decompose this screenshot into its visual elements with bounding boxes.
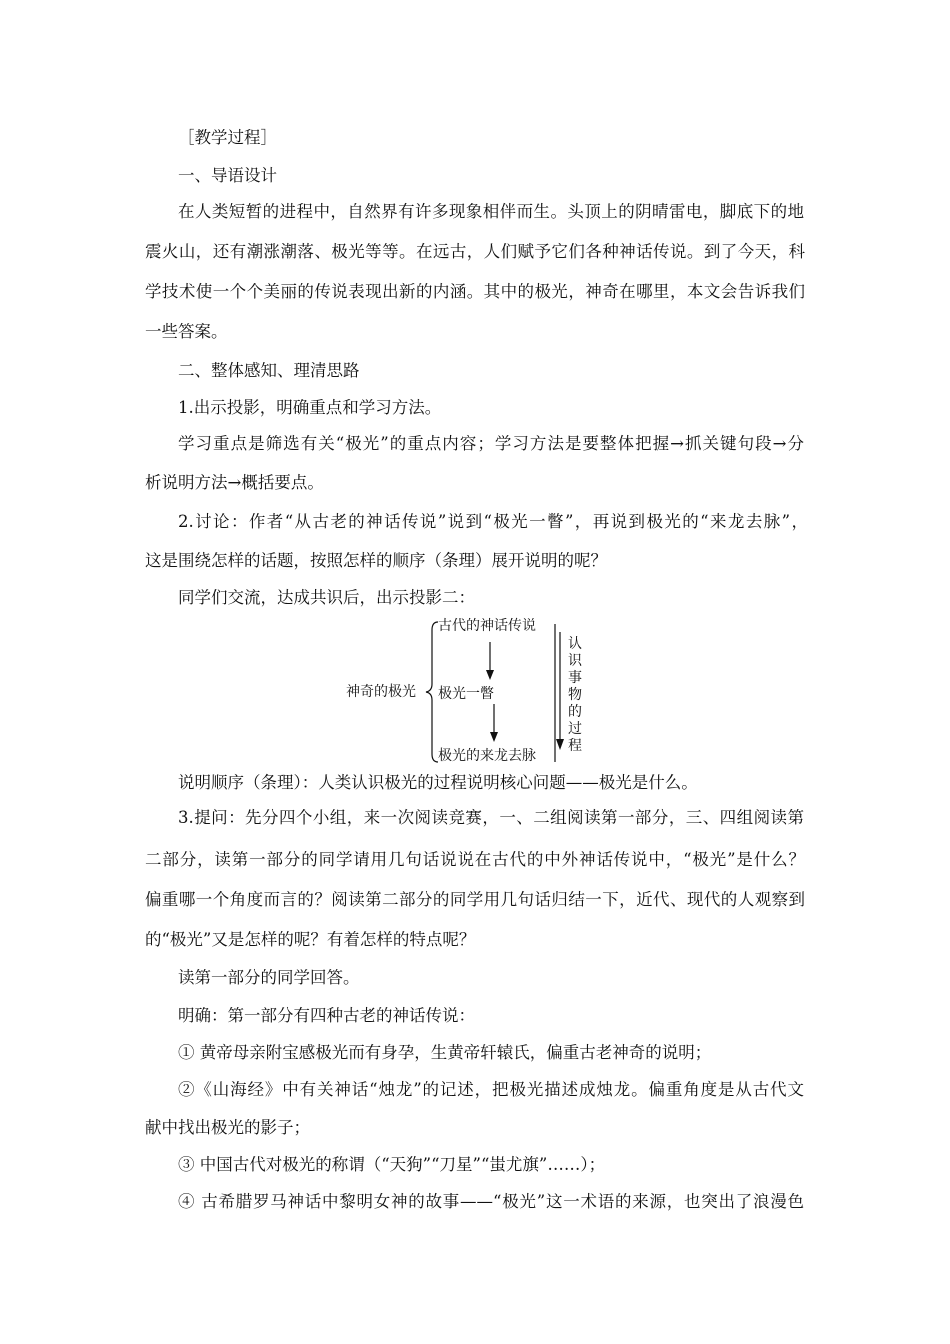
paragraph-line: 析说明方法→概括要点。	[145, 473, 324, 492]
item-2: 2.讨论：作者“从古老的神话传说”说到“极光一瞥”，再说到极光的“来龙去脉”，	[178, 512, 808, 531]
diagram-step-2: 极光一瞥	[438, 686, 494, 702]
process-diagram	[340, 612, 600, 772]
paragraph-line: 偏重哪一个角度而言的？阅读第二部分的同学用几句话归结一下，近代、现代的人观察到	[145, 890, 805, 909]
point-4: ④ 古希腊罗马神话中黎明女神的故事——“极光”这一术语的来源，也突出了浪漫色	[178, 1192, 804, 1211]
paragraph-line: 读第一部分的同学回答。	[178, 968, 360, 987]
paragraph-line: 二部分，读第一部分的同学请用几句话说说在古代的中外神话传说中，“极光”是什么？	[145, 850, 805, 869]
clarify-line: 明确：第一部分有四种古老的神话传说：	[178, 1006, 475, 1025]
point-3: ③ 中国古代对极光的称谓（“天狗”“刀星”“蚩尤旗”……）；	[178, 1155, 606, 1174]
paragraph-line: 震火山，还有潮涨潮落、极光等等。在远古，人们赋予它们各种神话传说。到了今天，科	[145, 242, 805, 261]
paragraph-line: 献中找出极光的影子；	[145, 1118, 310, 1137]
diagram-step-1: 古代的神话传说	[438, 618, 536, 634]
diagram-root-label: 神奇的极光	[346, 684, 416, 700]
heading-overall-perception: 二、整体感知、理清思路	[178, 361, 360, 380]
paragraph-line: 的“极光”又是怎样的呢？有着怎样的特点呢？	[145, 930, 476, 949]
paragraph-line: 在人类短暂的进程中，自然界有许多现象相伴而生。头顶上的阴晴雷电，脚底下的地	[178, 202, 804, 221]
diagram-side-label: 认识事物的过程	[568, 636, 582, 754]
point-2: ②《山海经》中有关神话“烛龙”的记述，把极光描述成烛龙。偏重角度是从古代文	[178, 1080, 804, 1099]
paragraph-line: 一些答案。	[145, 322, 228, 341]
item-1: 1.出示投影，明确重点和学习方法。	[178, 398, 442, 417]
paragraph-line: 同学们交流，达成共识后，出示投影二：	[178, 588, 475, 607]
paragraph-line: 学习重点是筛选有关“极光”的重点内容；学习方法是要整体把握→抓关键句段→分	[178, 434, 804, 453]
section-title: ［教学过程］	[178, 128, 277, 147]
paragraph-line: 学技术使一个个美丽的传说表现出新的内涵。其中的极光，神奇在哪里，本文会告诉我们	[145, 282, 805, 301]
order-note: 说明顺序（条理）：人类认识极光的过程说明核心问题——极光是什么。	[178, 773, 698, 792]
heading-intro-design: 一、导语设计	[178, 166, 277, 185]
point-1: ① 黄帝母亲附宝感极光而有身孕，生黄帝轩辕氏，偏重古老神奇的说明；	[178, 1043, 712, 1062]
paragraph-line: 这是围绕怎样的话题，按照怎样的顺序（条理）展开说明的呢？	[145, 551, 607, 570]
diagram-step-3: 极光的来龙去脉	[438, 748, 536, 764]
item-3: 3.提问：先分四个小组，来一次阅读竞赛，一、二组阅读第一部分，三、四组阅读第	[178, 808, 804, 827]
